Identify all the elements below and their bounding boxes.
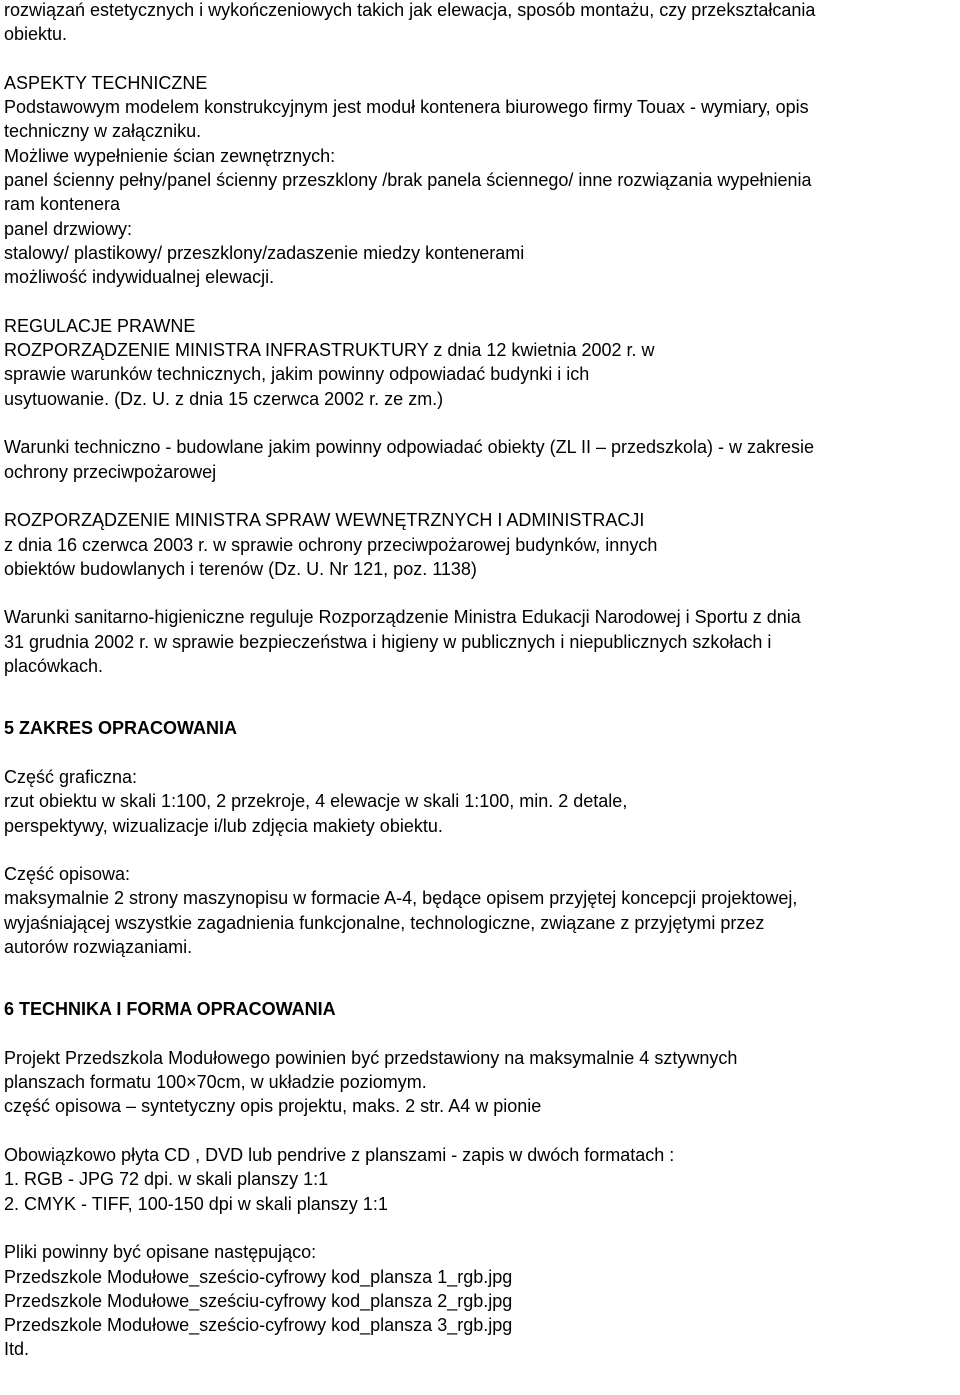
text-line: Obowiązkowo płyta CD , DVD lub pendrive z planszami - zapis w dwóch formatach :: [4, 1145, 675, 1166]
paragraph-sanitary-conditions: [4, 605, 956, 678]
text-line: 31 grudnia 2002 r. w sprawie bezpieczeństwa i higieny w publicznych i niepublicznych szkołach i: [4, 631, 772, 652]
document-page: [4, 0, 956, 1362]
text-line: techniczny w załączniku.: [4, 121, 202, 142]
paragraph-descriptive-part: [4, 862, 956, 959]
text-line: obiektów budowlanych i terenów (Dz. U. Nr 121, poz. 1138): [4, 558, 477, 579]
text-line: Projekt Przedszkola Modułowego powinien być przedstawiony na maksymalnie 4 sztywnych: [4, 1047, 738, 1068]
text-line: panel ścienny pełny/panel ścienny przeszklony /brak panela ściennego/ inne rozwiązania wypełnienia: [4, 170, 812, 191]
text-line: Itd.: [4, 1339, 30, 1360]
spacer: [4, 1216, 956, 1240]
spacer: [4, 581, 956, 605]
text-line: autorów rozwiązaniami.: [4, 936, 193, 957]
spacer: [4, 678, 956, 716]
text-line: perspektywy, wizualizacje i/lub zdjęcia makiety obiektu.: [4, 815, 443, 836]
text-line: Pliki powinny być opisane następująco:: [4, 1242, 317, 1263]
spacer: [4, 838, 956, 862]
text-line: planszach formatu 100×70cm, w układzie poziomym.: [4, 1072, 427, 1093]
text-line: 1. RGB - JPG 72 dpi. w skali planszy 1:1: [4, 1169, 329, 1190]
spacer: [4, 411, 956, 435]
text-line: maksymalnie 2 strony maszynopisu w formacie A-4, będące opisem przyjętej koncepcji projektowej,: [4, 888, 798, 909]
text-line: Część graficzna:: [4, 766, 138, 787]
text-line: ROZPORZĄDZENIE MINISTRA INFRASTRUKTURY z dnia 12 kwietnia 2002 r. w: [4, 340, 655, 361]
spacer: [4, 47, 956, 71]
paragraph-fire-conditions: [4, 435, 956, 484]
section-title-legal-regulations: REGULACJE PRAWNE: [4, 315, 196, 336]
text-line: ram kontenera: [4, 194, 121, 215]
paragraph-aesthetic-solutions: [4, 0, 956, 47]
text-line: ROZPORZĄDZENIE MINISTRA SPRAW WEWNĘTRZNYCH I ADMINISTRACJI: [4, 510, 645, 531]
paragraph-interior-ministry-regulation: [4, 508, 956, 581]
paragraph-presentation: [4, 1046, 956, 1119]
text-line: część opisowa – syntetyczny opis projektu, maks. 2 str. A4 w pionie: [4, 1096, 542, 1117]
spacer: [4, 290, 956, 314]
section-legal-regulations: [4, 314, 956, 411]
text-line: 2. CMYK - TIFF, 100-150 dpi w skali planszy 1:1: [4, 1193, 388, 1214]
section-title-technical-aspects: ASPEKTY TECHNICZNE: [4, 72, 208, 93]
text-line: Możliwe wypełnienie ścian zewnętrznych:: [4, 145, 336, 166]
text-line: wyjaśniającej wszystkie zagadnienia funkcjonalne, technologiczne, związane z przyjętymi przez: [4, 912, 765, 933]
text-line: Część opisowa:: [4, 864, 131, 885]
text-line: rozwiązań estetycznych i wykończeniowych takich jak elewacja, sposób montażu, czy przekształcania: [4, 0, 816, 20]
section-technical-aspects: [4, 71, 956, 290]
file-name-line: Przedszkole Modułowe_sześcio-cyfrowy kod_plansza 3_rgb.jpg: [4, 1315, 513, 1336]
spacer: [4, 741, 956, 765]
section-heading-technique-form: 6 TECHNIKA I FORMA OPRACOWANIA: [4, 999, 336, 1020]
paragraph-graphic-part: [4, 765, 956, 838]
file-name-line: Przedszkole Modułowe_sześcio-cyfrowy kod_plansza 1_rgb.jpg: [4, 1266, 513, 1287]
spacer: [4, 1119, 956, 1143]
text-line: panel drzwiowy:: [4, 218, 133, 239]
text-line: rzut obiektu w skali 1:100, 2 przekroje, 4 elewacje w skali 1:100, min. 2 detale,: [4, 791, 628, 812]
text-line: obiektu.: [4, 24, 68, 45]
text-line: placówkach.: [4, 656, 104, 677]
text-line: sprawie warunków technicznych, jakim powinny odpowiadać budynki i ich: [4, 364, 590, 385]
text-line: usytuowanie. (Dz. U. z dnia 15 czerwca 2002 r. ze zm.): [4, 388, 444, 409]
section-heading-scope: 5 ZAKRES OPRACOWANIA: [4, 718, 238, 739]
text-line: Warunki techniczno - budowlane jakim powinny odpowiadać obiekty (ZL II – przedszkola) - w zakresie: [4, 437, 815, 458]
text-line: ochrony przeciwpożarowej: [4, 461, 217, 482]
text-line: Warunki sanitarno-higieniczne reguluje Rozporządzenie Ministra Edukacji Narodowej i Sportu z dnia: [4, 607, 801, 628]
spacer: [4, 484, 956, 508]
paragraph-file-naming: [4, 1240, 956, 1361]
text-line: możliwość indywidualnej elewacji.: [4, 267, 275, 288]
text-line: stalowy/ plastikowy/ przeszklony/zadaszenie miedzy kontenerami: [4, 242, 525, 263]
text-line: z dnia 16 czerwca 2003 r. w sprawie ochrony przeciwpożarowej budynków, innych: [4, 534, 658, 555]
text-line: Podstawowym modelem konstrukcyjnym jest moduł kontenera biurowego firmy Touax - wymiary, opis: [4, 97, 809, 118]
spacer: [4, 1022, 956, 1046]
paragraph-media-formats: [4, 1143, 956, 1216]
file-name-line: Przedszkole Modułowe_sześciu-cyfrowy kod_plansza 2_rgb.jpg: [4, 1290, 513, 1311]
spacer: [4, 959, 956, 997]
